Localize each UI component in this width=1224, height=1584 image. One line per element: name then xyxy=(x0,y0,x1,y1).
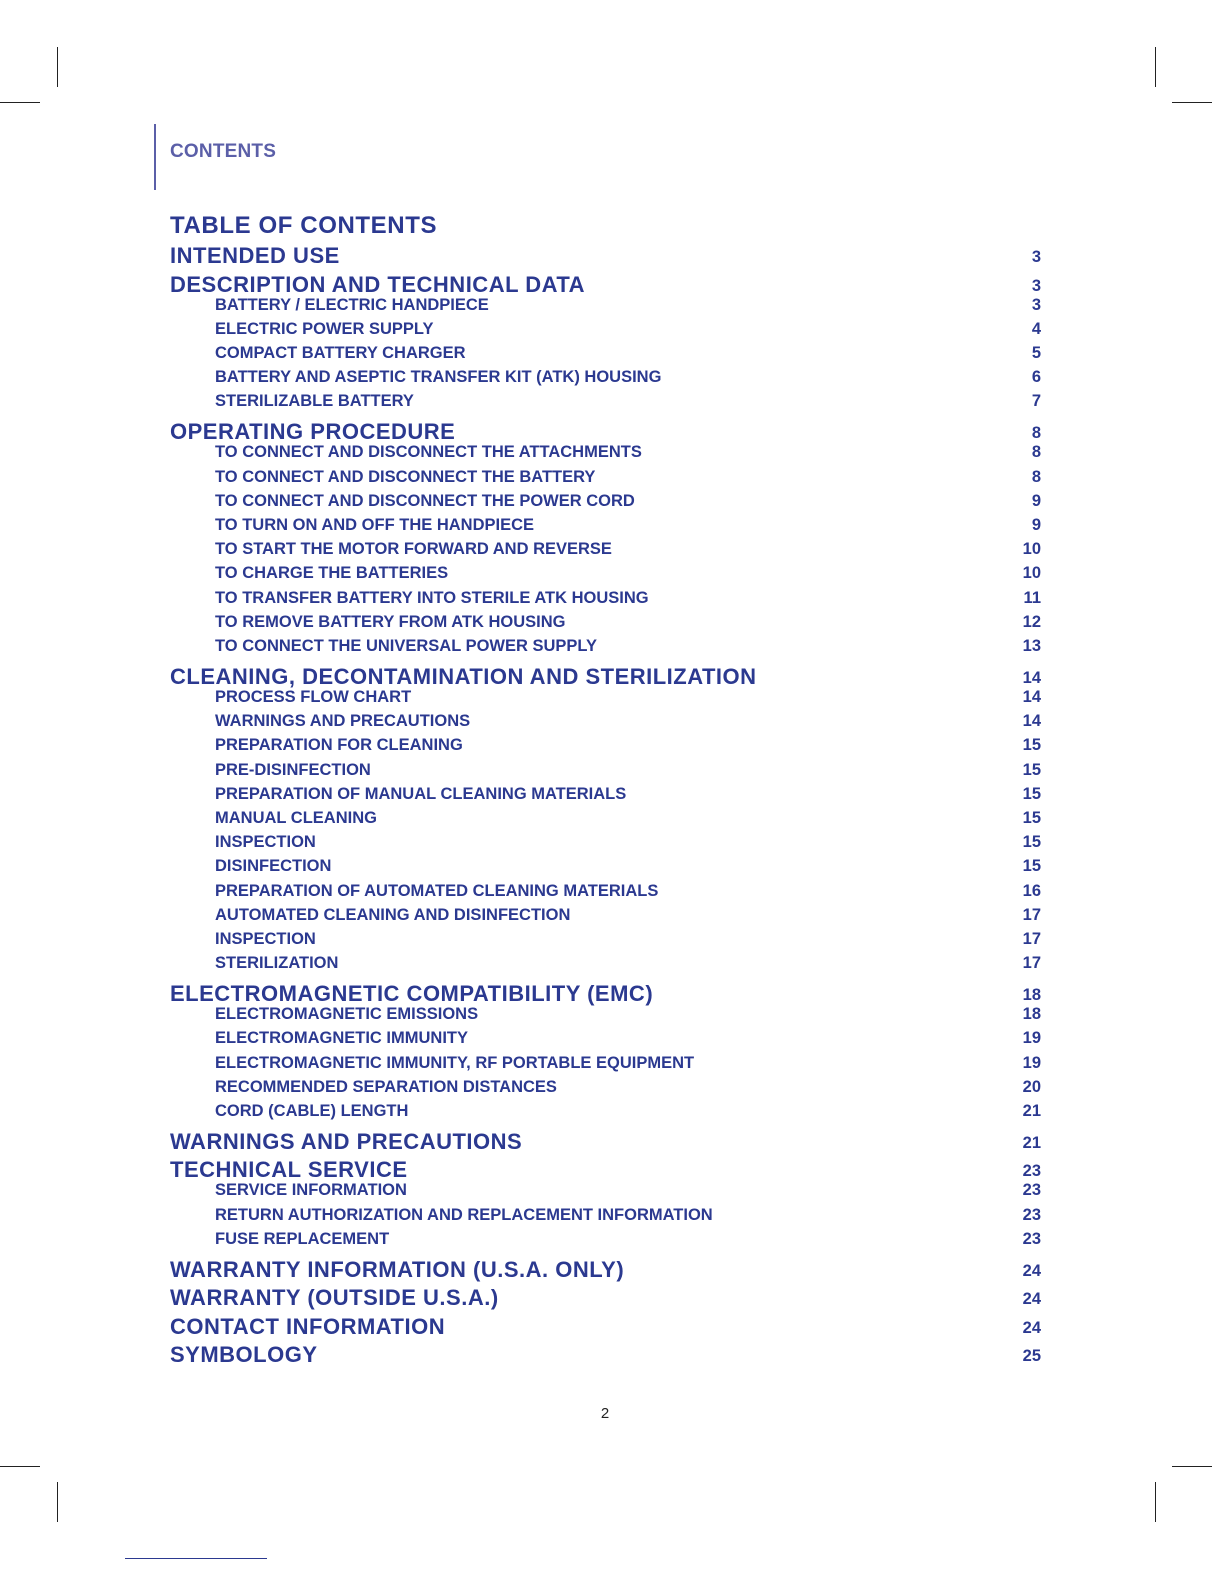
toc-entry-page-number: 15 xyxy=(1022,833,1041,852)
toc-entry-page-number: 15 xyxy=(1022,784,1041,803)
toc-entry-page-number: 12 xyxy=(1022,612,1041,631)
toc-entry-label: AUTOMATED CLEANING AND DISINFECTION xyxy=(215,905,571,924)
toc-entry-label: SERVICE INFORMATION xyxy=(215,1181,407,1200)
toc-entry-page-number: 3 xyxy=(1031,276,1041,295)
toc-entry-label: PREPARATION OF AUTOMATED CLEANING MATERIALS xyxy=(215,881,659,900)
toc-entry-label: OPERATING PROCEDURE xyxy=(170,419,456,445)
toc-entry-label: TO TRANSFER BATTERY INTO STERILE ATK HOUSING xyxy=(215,588,649,607)
toc-entry-page-number: 23 xyxy=(1022,1162,1041,1181)
toc-entry-page-number: 20 xyxy=(1022,1077,1041,1096)
toc-entry-page-number: 17 xyxy=(1022,905,1041,924)
toc-entry-page-number: 8 xyxy=(1031,424,1041,443)
toc-entry-page-number: 8 xyxy=(1031,467,1041,486)
toc-entry-label: CORD (CABLE) LENGTH xyxy=(215,1101,409,1120)
toc-entry-page-number: 11 xyxy=(1023,588,1041,607)
toc-entry-page-number: 16 xyxy=(1022,881,1041,900)
toc-entry-page-number: 5 xyxy=(1031,343,1041,362)
toc-entry-page-number: 24 xyxy=(1022,1261,1041,1280)
toc-entry-page-number: 18 xyxy=(1022,1005,1041,1024)
toc-entry-label: INSPECTION xyxy=(215,833,316,852)
toc-entry-label: RETURN AUTHORIZATION AND REPLACEMENT INFORMATION xyxy=(215,1205,713,1224)
toc-entry-label: TO TURN ON AND OFF THE HANDPIECE xyxy=(215,515,535,534)
toc-entry-page-number: 13 xyxy=(1022,636,1041,655)
toc-entry-page-number: 4 xyxy=(1031,319,1041,338)
toc-entry-label: WARRANTY INFORMATION (U.S.A. ONLY) xyxy=(170,1256,625,1282)
section-header-title: CONTENTS xyxy=(170,141,277,162)
toc-entry-page-number: 14 xyxy=(1022,687,1041,706)
toc-entry-page-number: 23 xyxy=(1022,1181,1041,1200)
toc-entry-page-number: 3 xyxy=(1031,248,1041,266)
toc-entry-page-number: 10 xyxy=(1022,564,1041,583)
toc-entry-label: ELECTROMAGNETIC COMPATIBILITY (EMC) xyxy=(170,981,654,1007)
toc-entry-label: WARNINGS AND PRECAUTIONS xyxy=(170,1128,523,1154)
toc-entry-page-number: 14 xyxy=(1022,668,1041,687)
toc-entry-label: ELECTROMAGNETIC EMISSIONS xyxy=(215,1005,479,1024)
toc-entry-page-number: 24 xyxy=(1022,1290,1041,1309)
toc-entry-label: TO REMOVE BATTERY FROM ATK HOUSING xyxy=(215,612,566,631)
toc-heading: TABLE OF CONTENTS xyxy=(170,212,438,239)
toc-entry-page-number: 15 xyxy=(1022,857,1041,876)
toc-entry-label: TO CONNECT AND DISCONNECT THE BATTERY xyxy=(215,467,596,486)
toc-entry-label: SYMBOLOGY xyxy=(170,1342,318,1368)
toc-entry-label: ELECTROMAGNETIC IMMUNITY, RF PORTABLE EQUIPMENT xyxy=(215,1053,695,1072)
toc-entry-page-number: 10 xyxy=(1022,540,1041,559)
toc-entry-label: STERILIZABLE BATTERY xyxy=(215,392,414,411)
toc-entry-label: WARNINGS AND PRECAUTIONS xyxy=(215,712,471,731)
toc-entry-page-number: 6 xyxy=(1031,368,1041,387)
toc-entry-label: DESCRIPTION AND TECHNICAL DATA xyxy=(170,271,586,297)
toc-entry-label: FUSE REPLACEMENT xyxy=(215,1229,390,1248)
toc-entry-page-number: 23 xyxy=(1022,1205,1041,1224)
toc-entry-label: CLEANING, DECONTAMINATION AND STERILIZATION xyxy=(170,663,757,689)
toc-entry-label: COMPACT BATTERY CHARGER xyxy=(215,343,466,362)
toc-entry-page-number: 9 xyxy=(1031,515,1041,534)
toc-entry-label: BATTERY / ELECTRIC HANDPIECE xyxy=(215,295,489,314)
toc-entry-page-number: 21 xyxy=(1022,1101,1041,1120)
toc-entry-label: TO START THE MOTOR FORWARD AND REVERSE xyxy=(215,540,612,559)
toc-entry-page-number: 9 xyxy=(1031,491,1041,510)
toc-entry-label: PREPARATION OF MANUAL CLEANING MATERIALS xyxy=(215,784,627,803)
toc-entry-label: PRE-DISINFECTION xyxy=(215,760,371,779)
toc-entry-page-number: 19 xyxy=(1022,1029,1041,1048)
toc-entry-page-number: 7 xyxy=(1031,392,1041,411)
toc-entry-page-number: 15 xyxy=(1022,736,1041,755)
toc-entry-label: PREPARATION FOR CLEANING xyxy=(215,736,463,755)
toc-entry-page-number: 18 xyxy=(1022,986,1041,1005)
toc-entry-label: WARRANTY (OUTSIDE U.S.A.) xyxy=(170,1285,499,1311)
toc-entry-page-number: 17 xyxy=(1022,954,1041,973)
toc-entry-label: INSPECTION xyxy=(215,929,316,948)
toc-entry-label: STERILIZATION xyxy=(215,954,339,973)
toc-entry-label: TO CONNECT AND DISCONNECT THE POWER CORD xyxy=(215,491,635,510)
page-number: 2 xyxy=(600,1405,610,1422)
toc-entry-label: BATTERY AND ASEPTIC TRANSFER KIT (ATK) HOUSING xyxy=(215,368,662,387)
toc-entry-label: MANUAL CLEANING xyxy=(215,808,377,827)
toc-entry-page-number: 19 xyxy=(1022,1053,1041,1072)
toc-entry-page-number: 23 xyxy=(1022,1229,1041,1248)
toc-entry-page-number: 17 xyxy=(1022,929,1041,948)
toc-entry-label: TO CONNECT AND DISCONNECT THE ATTACHMENTS xyxy=(215,443,642,462)
toc-entry-page-number: 24 xyxy=(1022,1318,1041,1337)
toc-entry-page-number: 25 xyxy=(1022,1347,1041,1366)
toc-entry-label: ELECTROMAGNETIC IMMUNITY xyxy=(215,1029,468,1048)
toc-entry-label: TO CHARGE THE BATTERIES xyxy=(215,564,449,583)
toc-entry-label: TO CONNECT THE UNIVERSAL POWER SUPPLY xyxy=(215,636,597,655)
toc-entry-label: TECHNICAL SERVICE xyxy=(170,1157,408,1183)
toc-entry-label: INTENDED USE xyxy=(170,243,340,268)
toc-entry-page-number: 15 xyxy=(1022,808,1041,827)
toc-entry-page-number: 21 xyxy=(1022,1133,1041,1152)
toc-entry-page-number: 14 xyxy=(1022,712,1041,731)
toc-entry-label: DISINFECTION xyxy=(215,857,332,876)
toc-entry-label: RECOMMENDED SEPARATION DISTANCES xyxy=(215,1077,557,1096)
toc-entry-label: CONTACT INFORMATION xyxy=(170,1313,446,1339)
toc-entry-label: ELECTRIC POWER SUPPLY xyxy=(215,319,434,338)
toc-entry-page-number: 15 xyxy=(1022,760,1041,779)
toc-entry-page-number: 3 xyxy=(1031,295,1041,314)
footer-rule xyxy=(125,1558,267,1559)
toc-entry-label: PROCESS FLOW CHART xyxy=(215,687,412,706)
toc-entry-page-number: 8 xyxy=(1031,443,1041,462)
